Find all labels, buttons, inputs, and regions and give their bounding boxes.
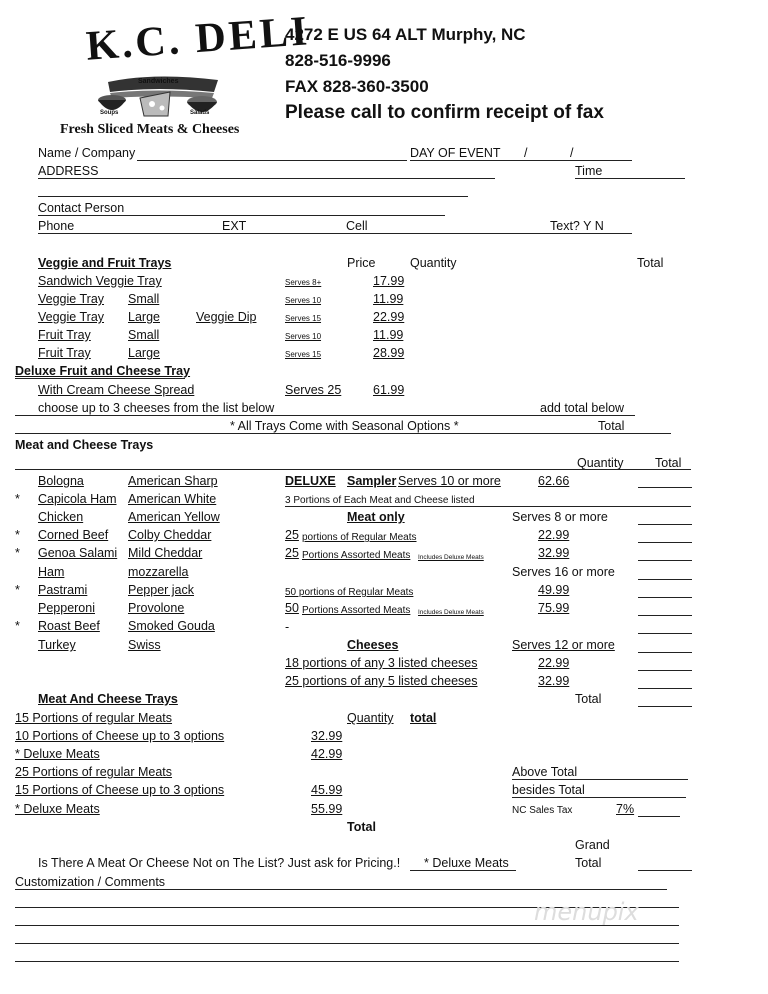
sampler-price: 62.66 — [538, 474, 570, 488]
cheese-25-portions: 25 portions of any 5 listed cheeses — [285, 674, 478, 688]
tray-price: 11.99 — [373, 292, 404, 306]
comments-line[interactable] — [15, 961, 679, 962]
portions-25-regular: portions of Regular Meats — [302, 532, 417, 543]
tray-name: Sandwich Veggie Tray — [38, 274, 162, 288]
above-total-label: Above Total — [512, 765, 578, 779]
tray-size: Large — [128, 310, 160, 324]
meat-item: Pastrami — [38, 583, 88, 597]
portions-25-assorted-total[interactable] — [638, 560, 692, 561]
add-total-below: add total below — [540, 401, 625, 415]
ext-label: EXT — [222, 219, 247, 233]
watermark: menupix — [534, 898, 639, 926]
tray-serves: Serves 10 — [285, 296, 322, 305]
meat-section-title: Meat and Cheese Trays — [15, 438, 154, 452]
contact-person-label: Contact Person — [38, 201, 125, 215]
name-company-label: Name / Company — [38, 146, 136, 160]
meat-cheese-total-field[interactable] — [638, 706, 692, 707]
cheese-item: Swiss — [128, 638, 161, 652]
meat-item: Roast Beef — [38, 619, 100, 633]
fax-confirm-note: Please call to confirm receipt of fax — [285, 102, 604, 123]
combo-row-label: 15 Portions of regular Meats — [15, 711, 173, 725]
tray-price: 17.99 — [373, 274, 405, 288]
cream-cheese-label: With Cream Cheese Spread — [38, 383, 195, 397]
deluxe-label: DELUXE — [285, 474, 336, 488]
portions-50-regular-total[interactable] — [638, 597, 692, 598]
besides-total-label: besides Total — [512, 783, 585, 797]
logo — [38, 8, 312, 142]
cheese-25-price: 32.99 — [538, 674, 570, 688]
phone-label: Phone — [38, 219, 75, 233]
deluxe-fruit-underline — [15, 378, 185, 379]
tax-rate: 7% — [616, 802, 635, 816]
portions-25-regular-total[interactable] — [638, 542, 692, 543]
combo-row-label: 15 Portions of Cheese up to 3 options — [15, 783, 225, 797]
cheese-item: American White — [128, 492, 217, 506]
sampler-label: Sampler — [347, 474, 397, 488]
portions-25-count: 25 — [285, 546, 299, 560]
veggie-section-title: Veggie and Fruit Trays — [38, 256, 172, 270]
cream-cheese-price: 61.99 — [373, 383, 405, 397]
combo-section-title: Meat And Cheese Trays — [38, 692, 178, 706]
meat-quantity-header: Quantity — [577, 456, 624, 470]
tray-name: Veggie Tray — [38, 292, 105, 306]
includes-deluxe-note: Includes Deluxe Meats — [418, 554, 484, 561]
logo-tagline: Fresh Sliced Meats & Cheeses — [60, 122, 240, 137]
comments-line[interactable] — [15, 943, 679, 944]
address-label: ADDRESS — [38, 164, 99, 178]
store-fax: FAX 828-360-3500 — [285, 77, 429, 96]
meat-item: Ham — [38, 565, 65, 579]
veggie-total-label: Total — [598, 419, 625, 433]
portions-25-regular-price: 22.99 — [538, 528, 570, 542]
price-header: Price — [347, 256, 376, 270]
phone-field[interactable] — [38, 233, 632, 234]
deluxe-star: * — [15, 528, 20, 542]
portions-50-regular-price: 49.99 — [538, 583, 570, 597]
sampler-serves: Serves 10 or more — [398, 474, 501, 488]
blank-row-total[interactable] — [638, 633, 692, 634]
meat-only-label: Meat only — [347, 510, 405, 524]
portions-25-assorted-price: 32.99 — [538, 546, 570, 560]
tray-size: Small — [128, 328, 160, 342]
text-yn-label: Text? Y N — [550, 219, 604, 233]
day-of-event-label: DAY OF EVENT — [410, 146, 501, 160]
logo-title: K.C. DELI — [84, 8, 312, 70]
deluxe-star: * — [15, 619, 20, 633]
meat-item: Bologna — [38, 474, 84, 488]
combo-row-label: 25 Portions of regular Meats — [15, 765, 173, 779]
seasonal-note: * All Trays Come with Seasonal Options * — [230, 419, 459, 433]
meat-item: Corned Beef — [38, 528, 109, 542]
meat-item: Chicken — [38, 510, 84, 524]
sampler-total-field[interactable] — [638, 487, 692, 488]
contact-person-field[interactable] — [38, 215, 445, 216]
meat-total-header: Total — [655, 456, 682, 470]
cheese-25-total[interactable] — [638, 688, 692, 689]
meat-cheese-total-label: Total — [575, 692, 602, 706]
besides-total-field[interactable] — [512, 797, 686, 798]
combo-row-label: * Deluxe Meats — [15, 802, 100, 816]
serves-16-label: Serves 16 or more — [512, 565, 615, 579]
meat-item: Pepperoni — [38, 601, 95, 615]
choose-cheeses-note: choose up to 3 cheeses from the list below — [38, 401, 275, 415]
sampler-desc-rule — [285, 506, 691, 507]
cheeses-label: Cheeses — [347, 638, 399, 652]
tray-name: Veggie Tray — [38, 310, 105, 324]
store-address: 4272 E US 64 ALT Murphy, NC — [285, 25, 526, 44]
cheese-18-portions: 18 portions of any 3 listed cheeses — [285, 656, 478, 670]
tray-size: Small — [128, 292, 160, 306]
date-slash: / — [570, 146, 574, 160]
cheese-item: Pepper jack — [128, 583, 195, 597]
combo-row-label: * Deluxe Meats — [15, 747, 100, 761]
blank-dash: - — [285, 620, 290, 634]
tray-price: 28.99 — [373, 346, 405, 360]
cheese-item: mozzarella — [128, 565, 189, 579]
customization-field[interactable] — [15, 889, 667, 890]
cheese-18-total[interactable] — [638, 670, 692, 671]
portions-50-assorted: Portions Assorted Meats — [302, 605, 411, 616]
sampler-description: 3 Portions of Each Meat and Cheese listed — [285, 495, 475, 506]
deluxe-star: * — [15, 492, 20, 506]
meat-item: Capicola Ham — [38, 492, 117, 506]
address-field[interactable] — [38, 178, 495, 179]
serves-16-total[interactable] — [638, 579, 692, 580]
nc-sales-tax-label: NC Sales Tax — [512, 805, 573, 816]
tray-size: Large — [128, 346, 160, 360]
tray-price: 11.99 — [373, 328, 404, 342]
deluxe-meats-note: * Deluxe Meats — [424, 856, 509, 870]
time-label: Time — [575, 164, 603, 178]
tray-serves: Serves 15 — [285, 314, 322, 323]
deluxe-fruit-title: Deluxe Fruit and Cheese Tray — [15, 364, 191, 378]
portions-50-assorted-total[interactable] — [638, 615, 692, 616]
combo-quantity-header: Quantity — [347, 711, 394, 725]
name-company-field[interactable] — [137, 160, 407, 161]
choose-cheeses-field[interactable] — [15, 415, 635, 416]
address-line-2[interactable] — [38, 196, 468, 197]
tray-name: Fruit Tray — [38, 346, 91, 360]
logo-sandwiches-label: Sandwiches — [138, 78, 179, 85]
cream-cheese-serves: Serves 25 — [285, 383, 342, 397]
grand-total-label: Total — [575, 856, 602, 870]
time-field[interactable] — [575, 178, 685, 179]
store-phone: 828-516-9996 — [285, 51, 391, 70]
portions-50-count: 50 — [285, 601, 299, 615]
combo-total-header: total — [410, 711, 437, 725]
tray-serves: Serves 15 — [285, 350, 322, 359]
tray-extra: Veggie Dip — [196, 310, 257, 324]
combo-total-label: Total — [347, 820, 376, 834]
cell-label: Cell — [346, 219, 368, 233]
tray-price: 22.99 — [373, 310, 405, 324]
meat-only-total-field[interactable] — [638, 524, 692, 525]
cheese-item: Smoked Gouda — [128, 619, 215, 633]
logo-salads-label: Salads — [190, 110, 210, 116]
serves-12-label: Serves 12 or more — [512, 638, 615, 652]
total-header: Total — [637, 256, 664, 270]
tray-name: Fruit Tray — [38, 328, 91, 342]
above-total-field[interactable] — [512, 779, 688, 780]
grand-total-field[interactable] — [638, 870, 692, 871]
tray-serves: Serves 10 — [285, 332, 322, 341]
day-of-event-field[interactable] — [410, 160, 632, 161]
quantity-header: Quantity — [410, 256, 457, 270]
combo-row-label: 10 Portions of Cheese up to 3 options — [15, 729, 225, 743]
combo-row-price: 55.99 — [311, 802, 343, 816]
combo-row-price: 32.99 — [311, 729, 343, 743]
meat-section-rule — [15, 469, 691, 470]
deluxe-star: * — [15, 546, 20, 560]
custom-pricing-question: Is There A Meat Or Cheese Not on The List? Just ask for Pricing.! — [38, 856, 401, 870]
combo-row-price: 42.99 — [311, 747, 343, 761]
deluxe-star: * — [15, 583, 20, 597]
grand-label: Grand — [575, 838, 610, 852]
serves-8-label: Serves 8 or more — [512, 510, 608, 524]
portions-50-regular: 50 portions of Regular Meats — [285, 587, 414, 598]
logo-soups-label: Soups — [100, 110, 119, 116]
sales-tax-field[interactable] — [638, 816, 680, 817]
tray-serves: Serves 8+ — [285, 278, 322, 287]
cheese-item: American Sharp — [128, 474, 218, 488]
date-slash: / — [524, 146, 528, 160]
meat-item: Turkey — [38, 638, 76, 652]
customization-label: Customization / Comments — [15, 875, 166, 889]
cheese-item: American Yellow — [128, 510, 220, 524]
portions-25-count: 25 — [285, 528, 299, 542]
combo-row-price: 45.99 — [311, 783, 343, 797]
meat-item: Genoa Salami — [38, 546, 118, 560]
portions-50-assorted-price: 75.99 — [538, 601, 570, 615]
includes-deluxe-note: Includes Deluxe Meats — [418, 609, 484, 616]
cheese-item: Colby Cheddar — [128, 528, 212, 542]
cheese-item: Mild Cheddar — [128, 546, 203, 560]
veggie-total-field[interactable] — [15, 433, 671, 434]
cheese-item: Provolone — [128, 601, 185, 615]
portions-25-assorted: Portions Assorted Meats — [302, 550, 411, 561]
cheese-18-price: 22.99 — [538, 656, 570, 670]
cheeses-total-field[interactable] — [638, 652, 692, 653]
